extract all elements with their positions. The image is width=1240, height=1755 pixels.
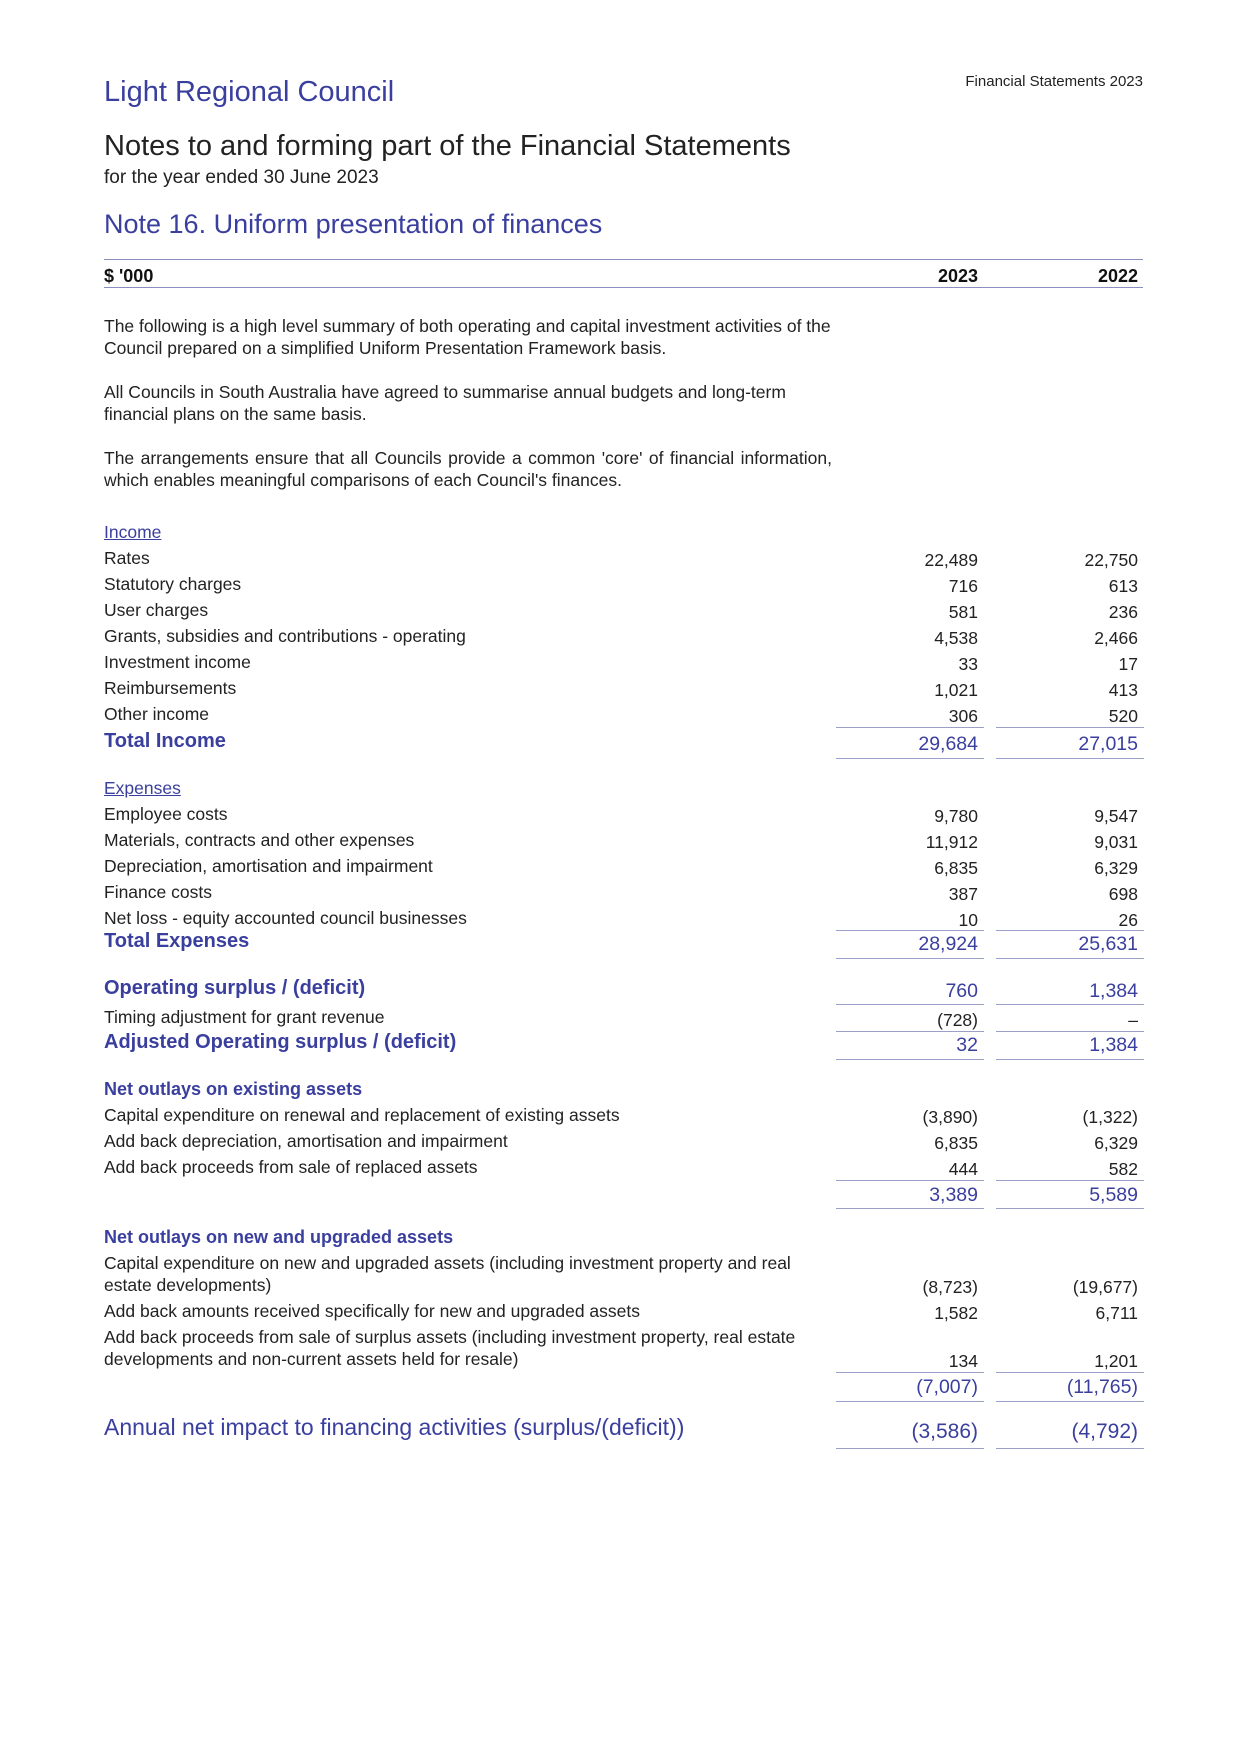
total-rule <box>836 1208 984 1209</box>
adjusted-operating-surplus-2022: 1,384 <box>1089 1034 1138 1056</box>
subtotal-rule <box>996 1372 1144 1373</box>
document-title: Financial Statements 2023 <box>965 73 1143 90</box>
row-label: Employee costs <box>104 804 228 824</box>
net-impact-2023: (3,586) <box>911 1420 978 1443</box>
total-income-label: Total Income <box>104 730 226 752</box>
total-rule <box>996 1401 1144 1402</box>
value-2022: 6,711 <box>1095 1303 1138 1323</box>
new-assets-heading: Net outlays on new and upgraded assets <box>104 1227 454 1247</box>
subtotal-rule <box>996 1031 1144 1032</box>
subtotal-rule <box>836 1372 984 1373</box>
row-rule <box>836 1004 984 1005</box>
existing-assets-total-2023: 3,389 <box>929 1184 978 1206</box>
column-header-2023: 2023 <box>937 266 978 286</box>
existing-assets-heading: Net outlays on existing assets <box>104 1079 363 1099</box>
row-label: Materials, contracts and other expenses <box>104 830 415 850</box>
value-2023: 581 <box>948 602 978 622</box>
row-label: Add back proceeds from sale of replaced assets <box>104 1157 478 1177</box>
notes-title: Notes to and forming part of the Financial Statements <box>104 130 791 162</box>
header-bottom-rule <box>104 287 1143 288</box>
total-rule <box>996 958 1144 959</box>
value-2022: 413 <box>1108 680 1138 700</box>
total-rule <box>836 958 984 959</box>
total-rule <box>836 1448 984 1449</box>
row-label: Rates <box>104 548 150 568</box>
value-2022: (19,677) <box>1072 1277 1138 1297</box>
value-2023: (8,723) <box>922 1277 978 1297</box>
row-label: Net loss - equity accounted council businesses <box>104 908 467 928</box>
value-2022: 2,466 <box>1094 628 1138 648</box>
value-2022: 22,750 <box>1084 550 1138 570</box>
row-label: Capital expenditure on renewal and replacement of existing assets <box>104 1105 620 1125</box>
column-header-2022: 2022 <box>1097 266 1138 286</box>
value-2023: 134 <box>948 1351 978 1371</box>
row-label: Capital expenditure on new and upgraded assets (including investment property and real estate developments) <box>104 1253 791 1295</box>
total-rule <box>996 1448 1144 1449</box>
row-label: Add back depreciation, amortisation and impairment <box>104 1131 508 1151</box>
row-rule <box>996 1004 1144 1005</box>
intro-paragraph-2: All Councils in South Australia have agreed to summarise annual budgets and long-term financial plans on the same basis. <box>104 382 786 424</box>
expenses-heading: Expenses <box>104 778 181 798</box>
adjusted-operating-surplus-label: Adjusted Operating surplus / (deficit) <box>104 1031 457 1053</box>
row-label: Add back amounts received specifically for new and upgraded assets <box>104 1301 640 1321</box>
row-label: Investment income <box>104 652 251 672</box>
row-label: Finance costs <box>104 882 212 902</box>
value-2022: 613 <box>1108 576 1138 596</box>
operating-surplus-label: Operating surplus / (deficit) <box>104 977 366 999</box>
unit-label: $ '000 <box>104 266 154 286</box>
value-2023: 1,021 <box>934 680 978 700</box>
row-label: Grants, subsidies and contributions - operating <box>104 626 466 646</box>
total-expenses-2022: 25,631 <box>1078 933 1138 955</box>
note-title: Note 16. Uniform presentation of finances <box>104 209 603 239</box>
total-expenses-label: Total Expenses <box>104 930 250 952</box>
row-label: Add back proceeds from sale of surplus assets (including investment property, real estate developments and non-current assets held for resale) <box>104 1327 796 1369</box>
total-rule <box>836 1401 984 1402</box>
intro-paragraph-3: The arrangements ensure that all Councils provide a common 'core' of financial information, which enables meaningful comparisons of each Council's finances. <box>104 448 832 490</box>
subtotal-rule <box>836 930 984 931</box>
value-2022: 6,329 <box>1094 1133 1138 1153</box>
value-2023: 9,780 <box>934 806 978 826</box>
row-label: Reimbursements <box>104 678 237 698</box>
total-rule <box>836 1059 984 1060</box>
value-2023: 387 <box>948 884 978 904</box>
value-2022: 520 <box>1108 706 1138 726</box>
value-2022: 17 <box>1118 654 1138 674</box>
total-rule <box>996 1208 1144 1209</box>
value-2023: 716 <box>948 576 978 596</box>
subtotal-rule <box>836 1031 984 1032</box>
value-2022: 6,329 <box>1094 858 1138 878</box>
net-impact-2022: (4,792) <box>1071 1420 1138 1443</box>
value-2023: (3,890) <box>922 1107 978 1127</box>
subtotal-rule <box>996 727 1144 728</box>
existing-assets-total-2022: 5,589 <box>1089 1184 1138 1206</box>
value-2022: 582 <box>1108 1159 1138 1179</box>
value-2022: 9,547 <box>1094 806 1138 826</box>
new-assets-total-2022: (11,765) <box>1066 1376 1138 1398</box>
timing-adjustment-label: Timing adjustment for grant revenue <box>104 1007 385 1027</box>
subtotal-rule <box>836 727 984 728</box>
value-2023: 22,489 <box>924 550 978 570</box>
timing-adjustment-2022: – <box>1128 1010 1138 1030</box>
new-assets-total-2023: (7,007) <box>916 1376 978 1398</box>
value-2022: 1,201 <box>1094 1351 1138 1371</box>
row-label: Depreciation, amortisation and impairment <box>104 856 433 876</box>
income-heading: Income <box>104 522 162 542</box>
reporting-period: for the year ended 30 June 2023 <box>104 167 379 188</box>
value-2022: 9,031 <box>1094 832 1138 852</box>
adjusted-operating-surplus-2023: 32 <box>956 1034 978 1056</box>
value-2023: 4,538 <box>934 628 978 648</box>
value-2022: 236 <box>1108 602 1138 622</box>
operating-surplus-2022: 1,384 <box>1089 980 1138 1002</box>
row-label: User charges <box>104 600 209 620</box>
total-rule <box>836 758 984 759</box>
value-2023: 1,582 <box>934 1303 978 1323</box>
subtotal-rule <box>996 1180 1144 1181</box>
value-2023: 444 <box>948 1159 978 1179</box>
operating-surplus-2023: 760 <box>945 980 978 1002</box>
header-top-rule <box>104 259 1143 260</box>
value-2023: 306 <box>948 706 978 726</box>
subtotal-rule <box>996 930 1144 931</box>
value-2023: 6,835 <box>934 1133 978 1153</box>
intro-paragraph-1: The following is a high level summary of both operating and capital investment activities of the Council prepared on a simplified Uniform Presentation Framework basis. <box>104 316 831 358</box>
row-label: Statutory charges <box>104 574 242 594</box>
total-rule <box>996 758 1144 759</box>
value-2023: 33 <box>958 654 978 674</box>
value-2023: 6,835 <box>934 858 978 878</box>
total-income-2022: 27,015 <box>1078 733 1138 755</box>
timing-adjustment-2023: (728) <box>937 1010 978 1030</box>
council-name: Light Regional Council <box>104 76 395 108</box>
subtotal-rule <box>836 1180 984 1181</box>
value-2023: 10 <box>958 910 978 930</box>
value-2023: 11,912 <box>925 832 978 852</box>
row-label: Other income <box>104 704 210 724</box>
value-2022: 26 <box>1118 910 1138 930</box>
total-expenses-2023: 28,924 <box>918 933 978 955</box>
value-2022: 698 <box>1108 884 1138 904</box>
net-impact-label: Annual net impact to financing activities (surplus/(deficit)) <box>104 1414 685 1440</box>
total-income-2023: 29,684 <box>918 733 978 755</box>
value-2022: (1,322) <box>1082 1107 1138 1127</box>
total-rule <box>996 1059 1144 1060</box>
